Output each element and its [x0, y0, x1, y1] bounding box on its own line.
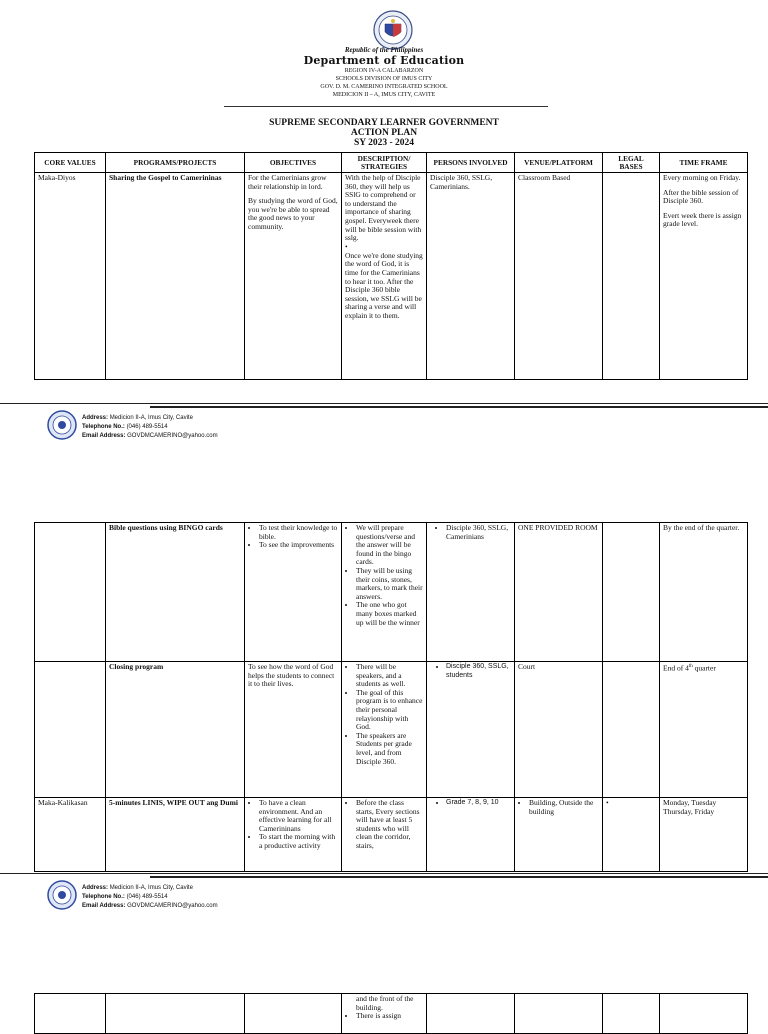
persons-cell — [427, 994, 515, 1034]
objectives-cell: To see how the word of God helps the students to connect it to their lives. — [245, 662, 342, 798]
phone-label: Telephone No.: — [82, 894, 125, 900]
phone-value: (046) 489-5514 — [126, 424, 168, 430]
email-label: Email Address: — [82, 903, 126, 909]
persons-cell — [427, 798, 515, 872]
core-value-cell: Maka-Diyos — [35, 173, 106, 380]
col-venue: VENUE/PLATFORM — [515, 153, 603, 173]
page-divider — [0, 873, 768, 874]
action-plan-table-page1 — [34, 152, 748, 380]
venue-cell — [515, 994, 603, 1034]
objective-item: • To test their knowledge to bible. — [259, 524, 338, 541]
time-text: After the bible session of Disciple 360. — [663, 187, 739, 206]
school-seal-icon — [47, 880, 77, 910]
address-value: Medicion II-A, Imus City, Cavite — [109, 415, 193, 421]
table-header-row — [35, 153, 748, 173]
title-line-1: SUPREME SECONDARY LEARNER GOVERNMENT — [269, 118, 499, 128]
program-cell: 5-minutes LINIS, WIPE OUT ang Dumi — [106, 798, 245, 872]
objectives-cell — [245, 523, 342, 662]
persons-cell — [427, 523, 515, 662]
table-row — [35, 523, 748, 662]
description-item: • The goal of this program is to enhance their personal relayionship with God. — [356, 689, 423, 732]
description-cell — [342, 173, 427, 380]
time-text: Evert week there is assign grade level. — [663, 210, 742, 229]
action-plan-table-page3 — [34, 993, 748, 1034]
core-value-cell — [35, 994, 106, 1034]
col-objectives: OBJECTIVES — [245, 153, 342, 173]
persons-cell — [427, 662, 515, 798]
bullet-icon: • — [345, 241, 348, 251]
persons-cell: Disciple 360, SSLG, Camerinians. — [427, 173, 515, 380]
page-divider — [0, 403, 768, 404]
persons-item: • Grade 7, 8, 9, 10 — [446, 799, 511, 808]
school-seal-icon — [47, 410, 77, 440]
description-item: • The one who got many boxes marked up will be the winner — [356, 601, 423, 627]
objective-item: • To have a clean environment. And an effective learning for all Camerininans — [259, 799, 338, 833]
col-legal-bases: LEGAL BASES — [603, 153, 660, 173]
header-divider — [224, 106, 548, 107]
objectives-cell — [245, 994, 342, 1034]
objectives-cell — [245, 173, 342, 380]
plan-title — [0, 118, 768, 148]
email-value: GOVDMCAMERINO@yahoo.com — [127, 903, 218, 909]
program-cell: Sharing the Gospel to Camerininas — [106, 173, 245, 380]
program-cell: Bible questions using BINGO cards — [106, 523, 245, 662]
title-line-3: SY 2023 - 2024 — [353, 138, 415, 148]
objective-item: • To see the improvements — [259, 541, 338, 550]
persons-item: • Disciple 360, SSLG, students — [446, 663, 511, 680]
description-text: With the help of Disciple 360, they will help us SSlG to comprehend or to understand the importance of sharing gospel. Everyweek there will be bible session with sslg. — [345, 173, 422, 243]
venue-cell: Court — [515, 662, 603, 798]
col-time-frame: TIME FRAME — [660, 153, 748, 173]
description-item: • There is assign — [356, 1012, 423, 1021]
address-value: Medicion II-A, Imus City, Cavite — [109, 885, 193, 891]
legal-bases-cell — [603, 523, 660, 662]
phone-label: Telephone No.: — [82, 424, 125, 430]
col-description: DESCRIPTION/ STRATEGIES — [342, 153, 427, 173]
description-text: Once we're done studying the word of God, it is time for the Camerinians to hear it too. After the Disciple 360 bible session, we SSLG will be sharing a verse and will explain it to them. — [345, 250, 423, 320]
col-persons: PERSONS INVOLVED — [427, 153, 515, 173]
division-line: SCHOOLS DIVISION OF IMUS CITY — [335, 76, 433, 82]
venue-cell — [515, 798, 603, 872]
page-divider — [150, 876, 768, 878]
persons-item: • Disciple 360, SSLG, Camerinians — [446, 524, 511, 541]
time-frame-cell — [660, 994, 748, 1034]
description-item: • They will be using their coins, stones, markers, to mark their answers. — [356, 567, 423, 601]
address-label: Address: — [82, 885, 109, 891]
address-label: Address: — [82, 415, 109, 421]
core-value-cell: Maka-Kalikasan — [35, 798, 106, 872]
email-label: Email Address: — [82, 433, 126, 439]
title-line-2: ACTION PLAN — [350, 128, 418, 138]
description-item: • Before the class starts, Every sections will have at least 5 students who will clean the corridor, stairs, — [356, 799, 423, 851]
description-item: • There will be speakers, and a students as well. — [356, 663, 423, 689]
legal-bases-cell — [603, 662, 660, 798]
legal-bases-cell — [603, 798, 660, 872]
table-row — [35, 994, 748, 1034]
col-programs: PROGRAMS/PROJECTS — [106, 153, 245, 173]
page-divider — [150, 406, 768, 408]
venue-item: • Building, Outside the building — [529, 799, 599, 816]
description-cell — [342, 994, 427, 1034]
time-frame-cell: Monday, Tuesday Thursday, Friday — [660, 798, 748, 872]
time-ordinal: th — [688, 664, 693, 669]
objective-text: By studying the word of God, you we're be able to spread the good news to your community. — [248, 196, 338, 231]
department-name: Department of Education — [303, 54, 465, 67]
time-frame-cell: By the end of the quarter. — [660, 523, 748, 662]
description-item: • We will prepare questions/verse and the answer will be found in the bingo cards. — [356, 524, 423, 567]
email-value: GOVDMCAMERINO@yahoo.com — [127, 433, 218, 439]
col-core-values: CORE VALUES — [35, 153, 106, 173]
objectives-cell — [245, 798, 342, 872]
region-line: REGION IV-A CALABARZON — [344, 68, 424, 74]
description-cell — [342, 662, 427, 798]
time-frame-cell — [660, 173, 748, 380]
venue-cell: Classroom Based — [515, 173, 603, 380]
school-line: GOV. D. M. CAMERINO INTEGRATED SCHOOL — [320, 84, 448, 90]
legal-bases-cell — [603, 994, 660, 1034]
table-row — [35, 662, 748, 798]
time-text: Every morning on Friday. — [663, 173, 741, 182]
objective-text: For the Camerinians grow their relationship in lord. — [248, 173, 327, 191]
republic-line: Republic of the Philippines — [344, 46, 424, 54]
core-value-cell — [35, 662, 106, 798]
time-frame-cell — [660, 662, 748, 798]
program-cell: Closing program — [106, 662, 245, 798]
table-row — [35, 798, 748, 872]
school-address-line: MEDICION II – A, IMUS CITY, CAVITE — [332, 92, 436, 98]
table-row — [35, 173, 748, 380]
deped-seal-icon — [373, 10, 413, 50]
core-value-cell — [35, 523, 106, 662]
time-text: End of 4 — [663, 663, 689, 673]
description-text: and the front of the building. — [356, 994, 414, 1012]
letterhead — [200, 46, 568, 99]
legal-bases-cell — [603, 173, 660, 380]
action-plan-table-page2 — [34, 522, 748, 872]
bullet-icon: • — [606, 798, 609, 807]
program-cell — [106, 994, 245, 1034]
time-text: quarter — [692, 663, 716, 673]
venue-cell: ONE PROVIDED ROOM — [515, 523, 603, 662]
description-cell — [342, 523, 427, 662]
objective-item: • To start the morning with a productive activity — [259, 833, 338, 850]
phone-value: (046) 489-5514 — [126, 894, 168, 900]
description-item: • The speakers are Students per grade level, and from Disciple 360. — [356, 732, 423, 766]
description-cell — [342, 798, 427, 872]
